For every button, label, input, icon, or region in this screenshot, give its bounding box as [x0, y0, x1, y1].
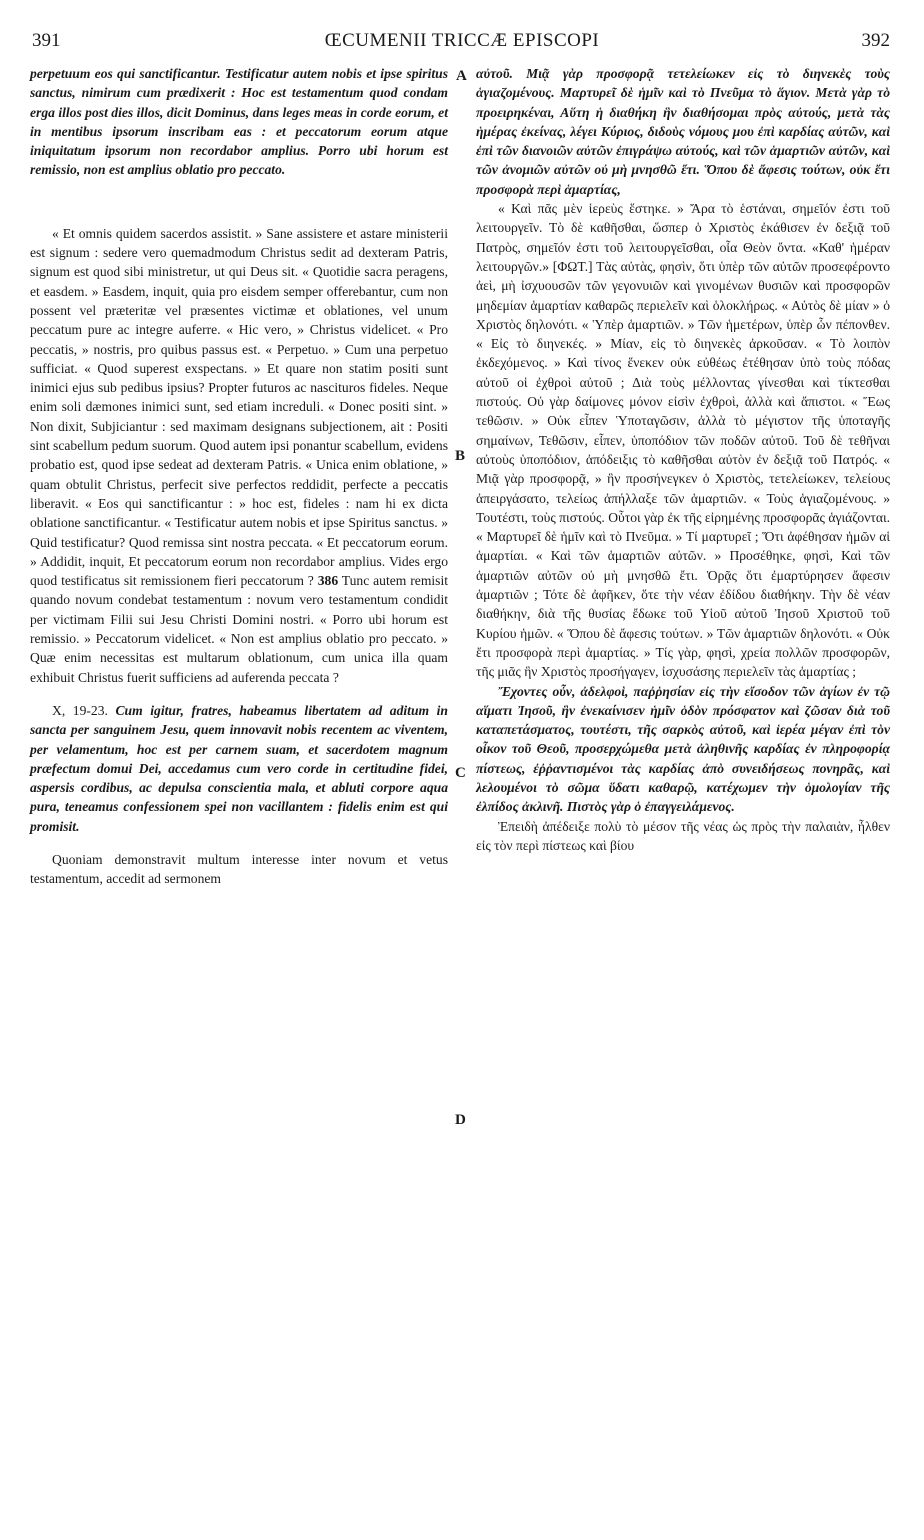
margin-marker-c: C: [455, 765, 466, 781]
latin-scripture-intro: perpetuum eos qui sanctificantur. Testificatur autem nobis et ipse spiritus sanctus, nimirum cum prædixerit : Hoc est testamentum quod condam erga illos post dies illos, dicit Dominus, dans leges meas in corde eorum, et in mentibus ipsorum inscribam eas : et peccatorum eorum atque iniquitatum ipsorum non recordabor amplius. Porro ubi horum est remissio, non est amplius oblatio pro peccato.: [30, 66, 448, 178]
latin-verse-text: Cum igitur, fratres, habeamus libertatem ad aditum in sancta per sanguinem Jesu, quem innovavit nobis recentem ac viventem, per velamentum, hoc est per carnem suam, et sacerdotem magnum præfectum domui Dei, accedamus cum vero corde in certitudine fidei, aspersis cordibus, ac depulsa conscientia mala, et abluti corpore aqua pura, teneamus confessionem spei non vacillantem : fidelis enim est qui promisit.: [30, 702, 448, 834]
latin-commentary-text: « Et omnis quidem sacerdos assistit. » Sane assistere et astare ministerii est signum : sedere vero quemadmodum Christus sedit ad dexteram Patris, signum est quod sibi ministretur, ut qui Deus sit. « Quotidie sacra peragens, et easdem. » Easdem, inquit, quia pro eisdem semper offerebantur, cum non possent vel præteritæ vel præsentes victimæ et oblationes, vel unum peccatum pure ac integre auferre. « Hic vero, » Christus videlicet. « Pro peccatis, » nostris, pro quibus passus est. « Perpetuo. » Cum una perpetuo sufficiat. « Quod superest exspectans. » Et quare non statim positi sunt inimici ejus sub pedibus ipsius? Propter futuros ac nascituros fideles. Neque enim soli dæmones inimici sunt, sed etiam increduli. « Donec positi sint. » Non dixit, Subjiciantur : sed maximam designans subjectionem, ait : Positi sint scabellum pedum suorum. Quod autem ipsi ponantur scabellum, evidens probatio est, quod ipse sedeat ad dexteram Patris. « Unica enim oblatione, » quam obtulit Christus, perfecit sive perfectos reddidit, perfecte a peccatis liberavit. « Eos qui sanctificantur : » hoc est, fideles : nam hi ex dicta oblatione sanctificantur. « Testificatur autem nobis et ipse Spiritus sanctus. » Quid testificatur? Quod remissa sint nostra peccata. « Et peccatorum eorum. » Addidit, inquit, Et peccatorum eorum non recordabor amplius. Vides ergo quod testificatus sit remissionem fieri peccatorum ?: [30, 225, 448, 589]
latin-commentary-continued: Tunc autem remisit quando novum condebat testamentum : novum vero testamentum condidit per victimam Filii sui Jesu Christi Domini nostri. « Porro ubi horum est remissio. » Peccatorum videlicet. « Non est amplius oblatio pro peccato. » Quæ enim necessitas est multarum oblationum, cum unica illa quam exhibuit Christus fuerit sufficiens ad auferenda peccata ?: [30, 573, 449, 685]
page-header: [0, 0, 924, 60]
column-number: 386: [317, 573, 339, 589]
latin-verse-reference: X, 19-23.: [52, 702, 108, 718]
greek-scripture-intro: αὐτοῦ. Μιᾷ γὰρ προσφορᾷ τετελείωκεν εἰς τὸ διηνεκὲς τοὺς ἁγιαζομένους. Μαρτυρεῖ δὲ ἡμῖν καὶ τὸ Πνεῦμα τὸ ἅγιον. Μετὰ γὰρ τὸ προειρηκέναι, Αὕτη ἡ διαθήκη ἣν διαθήσομαι πρὸς αὐτούς, μετὰ τὰς ἡμέρας ἐκείνας, λέγει Κύριος, διδοὺς νόμους μου ἐπὶ καρδίας αὐτῶν, καὶ ἐπὶ τῶν διανοιῶν αὐτῶν ἐπιγράψω αὐτούς, καὶ τῶν ἁμαρτιῶν αὐτῶν, καὶ τῶν ἀνομιῶν αὐτῶν οὐ μὴ μνησθῶ ἔτι. Ὅπου δὲ ἄφεσις τούτων, οὐκ ἔτι προσφορὰ περὶ ἁμαρτίας,: [476, 66, 890, 197]
margin-marker-b: B: [455, 448, 466, 464]
latin-verse: [30, 701, 448, 836]
left-page-number: 391: [32, 30, 61, 51]
greek-column: [476, 64, 890, 855]
greek-closing: Ἐπειδὴ ἀπέδειξε πολὺ τὸ μέσον τῆς νέας ὡς πρὸς τὴν παλαιὰν, ἦλθεν εἰς τὸν περὶ πίστεως καὶ βίου: [476, 818, 890, 853]
latin-closing: Quoniam demonstravit multum interesse inter novum et vetus testamentum, accedit ad sermonem: [30, 851, 448, 887]
running-title: ŒCUMENII TRICCÆ EPISCOPI: [324, 30, 600, 51]
latin-commentary: [30, 224, 448, 687]
margin-marker-d: D: [455, 1112, 466, 1128]
right-page-number: 392: [861, 30, 890, 51]
greek-commentary: « Καὶ πᾶς μὲν ἱερεὺς ἕστηκε. » Ἄρα τὸ ἑστάναι, σημεῖόν ἐστι τοῦ λειτουργεῖν. Τὸ δὲ καθῆσθαι, ὥσπερ ὁ Χριστὸς ἐκάθισεν ἐν δεξιᾷ τοῦ Πατρὸς, σημεῖόν ἐστι τοῦ λειτουργεῖσθαι, οἷα Θεὸν ὄντα. «Καθ' ἡμέραν λειτουργῶν.» [ΦΩΤ.] Τὰς αὐτὰς, φησὶν, ὅτι ὑπὲρ τῶν αὐτῶν προσεφέροντο ἀεὶ, μὴ ἰσχυουσῶν τῶν γεγονυιῶν καὶ γινομένων θυσιῶν καὶ προσφορῶν μηδεμίαν ἁμαρτίαν καθαρῶς περιελεῖν καὶ ὁλοκλήρως. « Αὐτὸς δὲ μίαν » ὁ Χριστὸς δηλονότι. « Ὑπὲρ ἁμαρτιῶν. » Τῶν ἡμετέρων, ὑπὲρ ὧν πέπονθεν. « Εἰς τὸ διηνεκές. » Μίαν, εἰς τὸ διηνεκὲς ἀρκοῦσαν. « Τὸ λοιπὸν ἐκδεχόμενος. » Καὶ τίνος ἕνεκεν οὐκ εὐθέως ἐτέθησαν ὑπὸ τοὺς πόδας αὐτοῦ οἱ ἐχθροὶ αὐτοῦ ; Διὰ τοὺς μέλλοντας γίνεσθαι καὶ τίκτεσθαι πιστούς. Οὐ γὰρ δαίμονες μόνον εἰσὶν ἐχθροὶ, ἀλλὰ καὶ ἄπιστοι. « Ἕως τεθῶσιν. » Οὐκ εἶπεν Ὑποταγῶσιν, ἀλλὰ τὸ μέγιστον τῆς ὑποταγῆς σημαίνων, Τεθῶσιν, εἶπεν, ὑποπόδιον τῶν ποδῶν αὐτοῦ. Τοῦ δὲ τεθῆναι αὐτοὺς ὑποπόδιον, ἀπόδειξις τὸ καθῆσθαι αὐτὸν ἐν δεξιᾷ τοῦ Πατρός. « Μιᾷ γὰρ προσφορᾷ, » ἣν προσήνεγκεν ὁ Χριστὸς, τετελείωκεν, τελείους ἀπειργάσατο, τελείως ἀπήλλαξε τῶν ἁμαρτιῶν. « Τοὺς ἁγιαζομένους. » Τουτέστι, τοὺς πιστούς. Οὗτοι γὰρ ἐκ τῆς εἰρημένης προσφορᾶς ἁγιάζονται. « Μαρτυρεῖ δὲ ἡμῖν καὶ τὸ Πνεῦμα. » Τί μαρτυρεῖ ; Ὅτι ἀφέθησαν ἡμῶν αἱ ἁμαρτίαι. « Καὶ τῶν ἁμαρτιῶν αὐτῶν. » Προσέθηκε, φησὶ, Καὶ τῶν ἁμαρτιῶν αὐτῶν οὐ μὴ μνησθῶ ἔτι. Ὁρᾷς ὅτι ἐμαρτύρησεν ἄφεσιν ἁμαρτιῶν ; Τότε δὲ ἀφῆκεν, ὅτε τὴν νέαν ἐδίδου διαθήκην. Τὴν δὲ νέαν διαθήκην, διὰ τῆς θυσίας ἔδωκε τοῦ Υἱοῦ αὐτοῦ Ἰησοῦ Χριστοῦ τοῦ Κυρίου ἡμῶν. « Ὅπου δὲ ἄφεσις τούτων. » Τῶν ἁμαρτιῶν δηλονότι. « Οὐκ ἔτι προσφορὰ περὶ ἁμαρτίας. » Τίς γὰρ, φησὶ, χρεία πολλῶν προσφορῶν, τῆς μιᾶς ἣν Χριστὸς προσήγαγεν, ἰσχυσάσης περιελεῖν τὰς ἁμαρτίας ;: [476, 201, 890, 680]
latin-column: [30, 64, 448, 889]
greek-verse-text: Ἔχοντες οὖν, ἀδελφοὶ, παῤῥησίαν εἰς τὴν εἴσοδον τῶν ἁγίων ἐν τῷ αἵματι Ἰησοῦ, ἣν ἐνεκαίνισεν ἡμῖν ὁδὸν πρόσφατον καὶ ζῶσαν διὰ τοῦ καταπετάσματος, τουτέστι, τῆς σαρκὸς αὐτοῦ, καὶ ἱερέα μέγαν ἐπὶ τὸν οἶκον τοῦ Θεοῦ, προσερχώμεθα μετὰ ἀληθινῆς καρδίας ἐν πληροφορίᾳ πίστεως, ἐῤῥαντισμένοι τὰς καρδίας ἀπὸ συνειδήσεως πονηρᾶς, καὶ λελουμένοι τὸ σῶμα ὕδατι καθαρῷ, κατέχωμεν τὴν ὁμολογίαν τῆς ἐλπίδος ἀκλινῆ. Πιστὸς γὰρ ὁ ἐπαγγειλάμενος.: [476, 683, 890, 815]
margin-marker-a: A: [456, 68, 467, 84]
